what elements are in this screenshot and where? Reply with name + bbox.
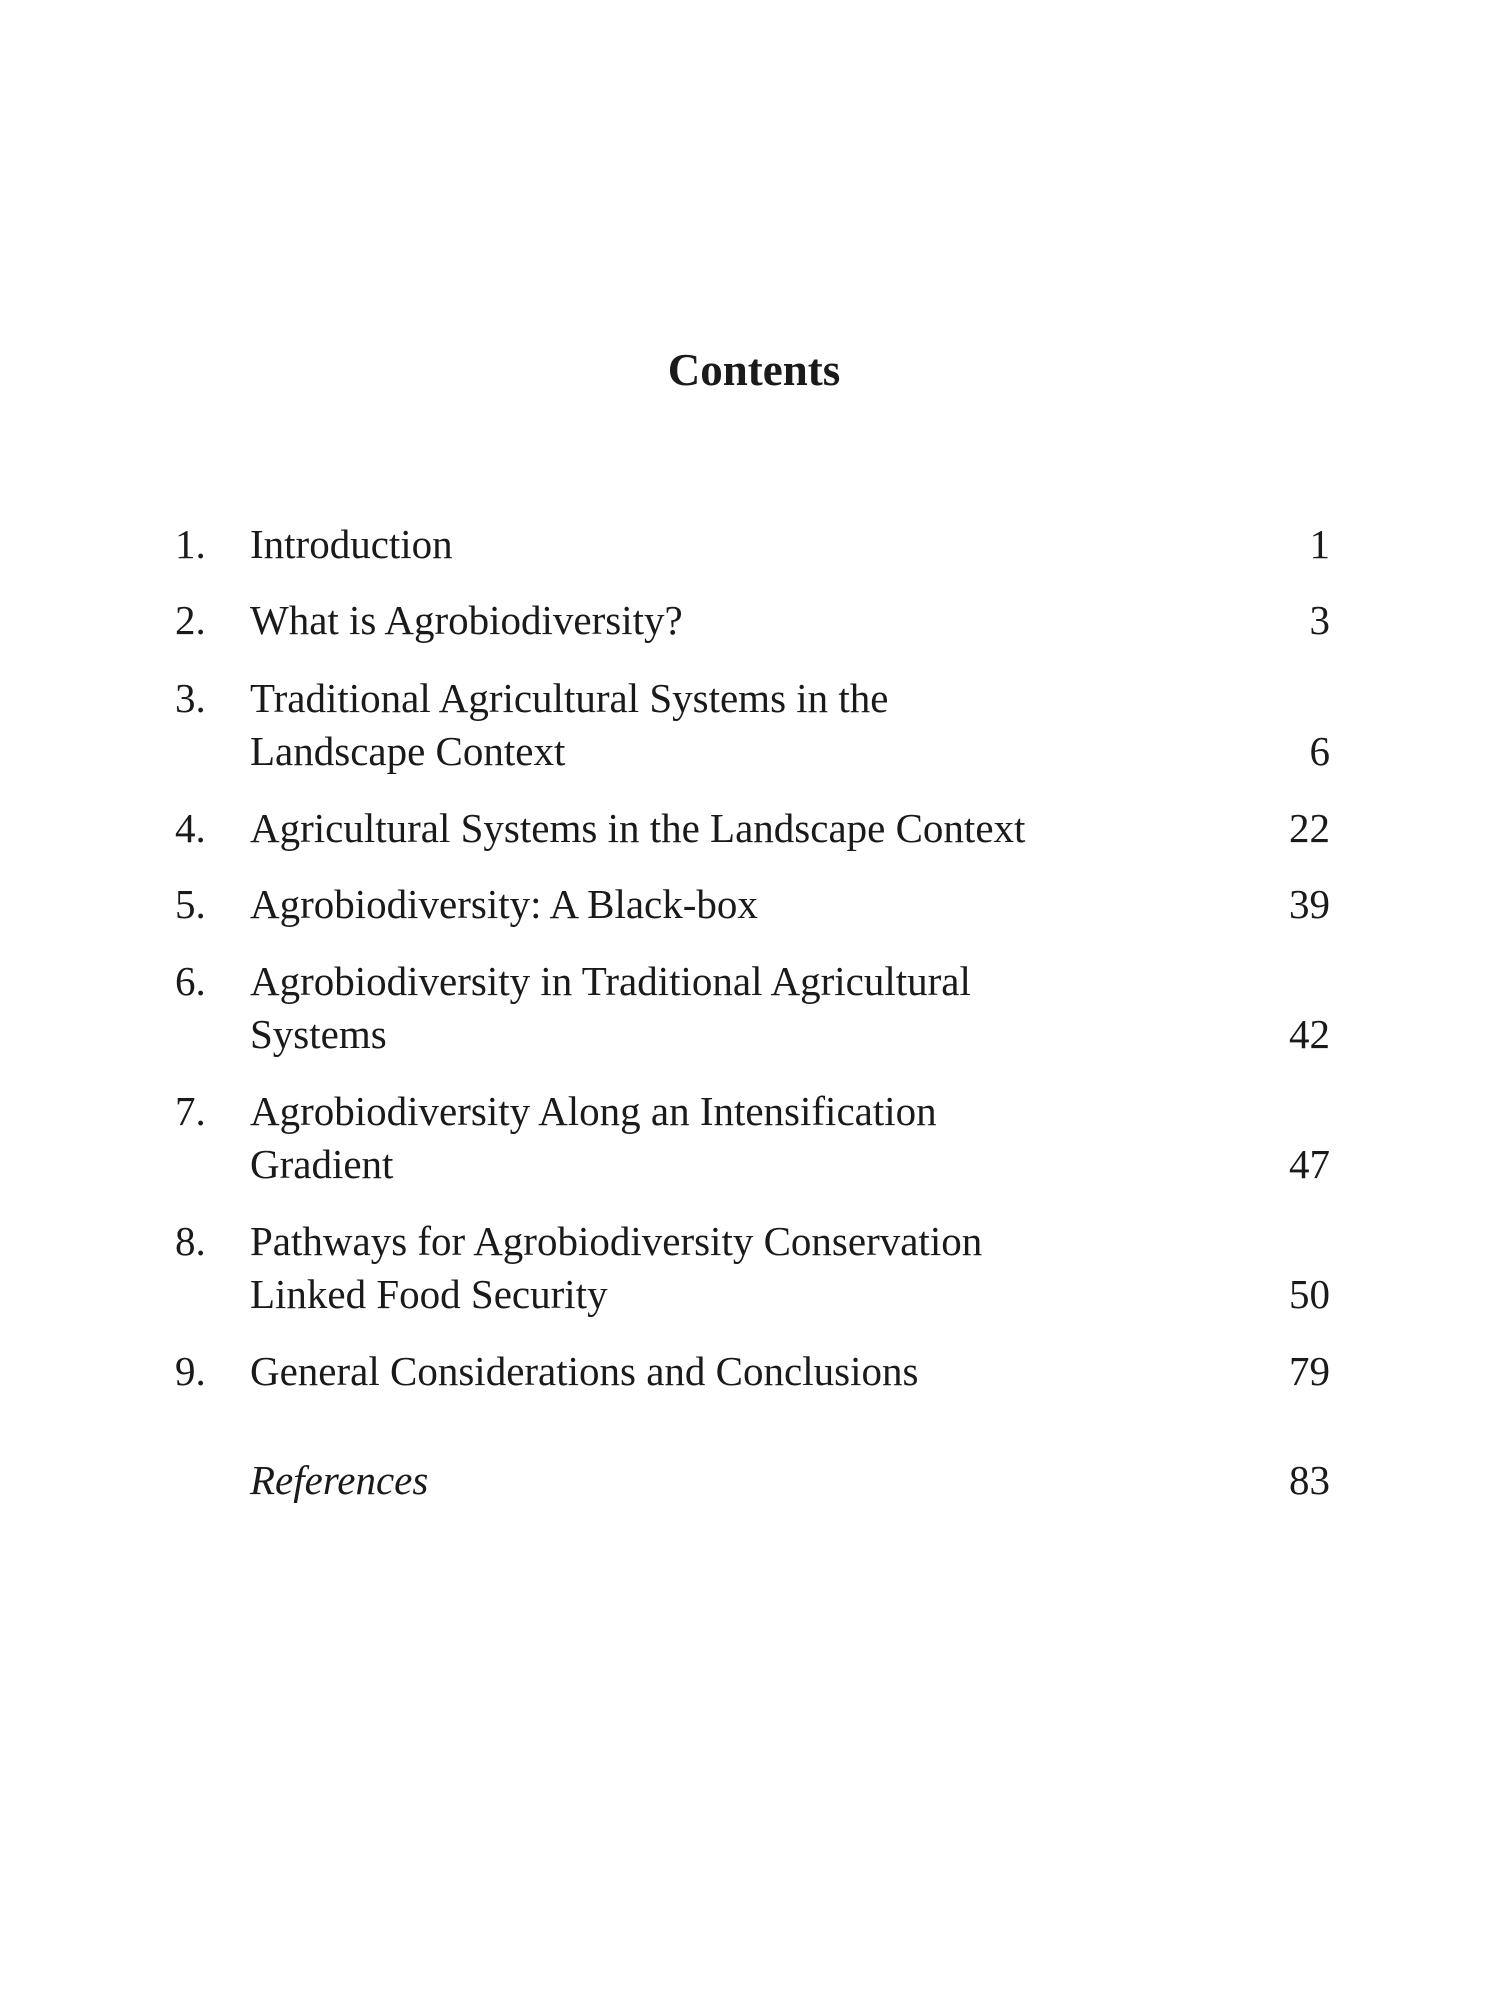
toc-entry-number: 2. (175, 597, 206, 643)
toc-entry-title: References (250, 1457, 429, 1503)
toc-entry-page: 3 (1309, 597, 1330, 643)
toc-entry-page: 39 (1289, 881, 1330, 927)
toc-entry-title: What is Agrobiodiversity? (250, 597, 683, 643)
toc-entry-number: 8. (175, 1218, 206, 1264)
toc-entry-number: 7. (175, 1088, 206, 1134)
toc-entry-title: General Considerations and Conclusions (250, 1348, 919, 1394)
toc-entry-number: 6. (175, 958, 206, 1004)
toc-entry-title: Introduction (250, 521, 453, 567)
toc-entry-title-line-2: Landscape Context (250, 728, 566, 774)
toc-entry-page: 1 (1309, 521, 1330, 567)
toc-entry-page: 83 (1289, 1457, 1330, 1503)
toc-entry-page: 22 (1289, 805, 1330, 851)
toc-entry-number: 5. (175, 881, 206, 927)
page-title: Contents (667, 345, 841, 395)
toc-entry-title-line-2: Systems (250, 1011, 387, 1057)
toc-entry-number: 1. (175, 521, 206, 567)
toc-entry-page: 47 (1289, 1141, 1330, 1187)
toc-entry-title: Agricultural Systems in the Landscape Context (250, 805, 1026, 851)
toc-entry-number: 4. (175, 805, 206, 851)
toc-entry-title-line-1: Agrobiodiversity Along an Intensification (250, 1088, 937, 1134)
toc-entry-title: Agrobiodiversity: A Black-box (250, 881, 758, 927)
toc-entry-number: 9. (175, 1348, 206, 1394)
toc-entry-page: 42 (1289, 1011, 1330, 1057)
toc-entry-title-line-2: Linked Food Security (250, 1271, 608, 1317)
toc-entry-page: 50 (1289, 1271, 1330, 1317)
toc-entry-title-line-1: Agrobiodiversity in Traditional Agricultural (250, 958, 971, 1004)
toc-entry-page: 79 (1289, 1348, 1330, 1394)
toc-entry-page: 6 (1309, 728, 1330, 774)
toc-entry-title-line-2: Gradient (250, 1141, 394, 1187)
toc-entry-number: 3. (175, 675, 206, 721)
toc-entry-title-line-1: Traditional Agricultural Systems in the (250, 675, 889, 721)
toc-entry-title-line-1: Pathways for Agrobiodiversity Conservation (250, 1218, 983, 1264)
